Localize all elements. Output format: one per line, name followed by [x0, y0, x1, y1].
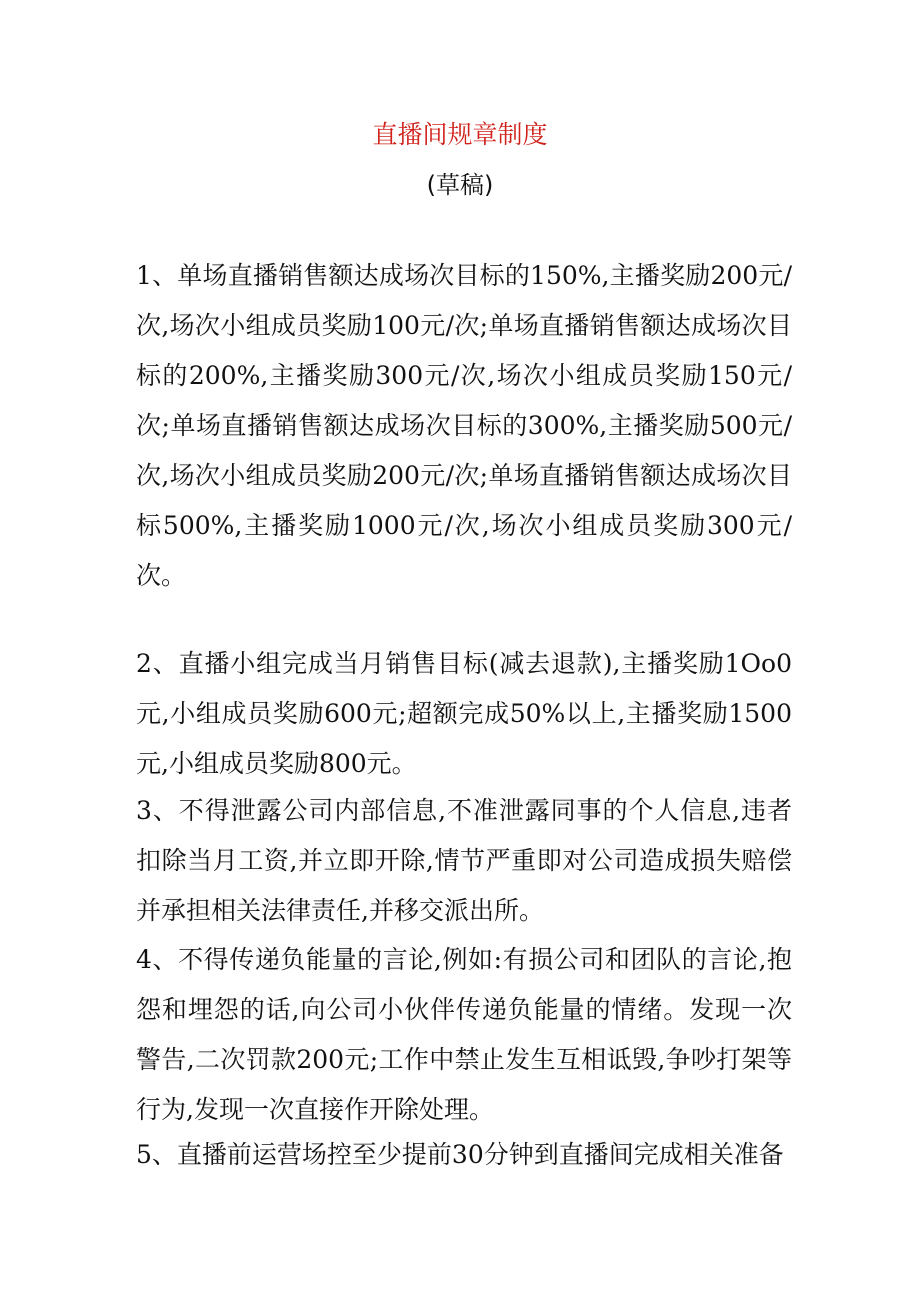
rule-paragraph-5: 5、直播前运营场控至少提前30分钟到直播间完成相关准备: [136, 1140, 784, 1169]
document-title: 直播间规章制度: [372, 120, 548, 149]
rule-paragraph-1: 1、单场直播销售额达成场次目标的150%,主播奖励200元/次,场次小组成员奖励100元/次;单场直播销售额达成场次目标的200%,主播奖励300元/次,场次小组成员奖励150元/次;单场直播销售额达成场次目标的300%,主播奖励500元/次,场次小组成员奖励200元/次;单场直播销售额达成场次目标500%,主播奖励1000元/次,场次小组成员奖励300元/次。: [136, 261, 792, 590]
rule-paragraph-2: 2、直播小组完成当月销售目标(减去退款),主播奖励1Oo0元,小组成员奖励600元;超额完成50%以上,主播奖励1500元,小组成员奖励800元。: [136, 649, 792, 778]
rule-paragraph-4: 4、不得传递负能量的言论,例如:有损公司和团队的言论,抱怨和埋怨的话,向公司小伙伴传递负能量的情绪。发现一次警告,二次罚款200元;工作中禁止发生互相诋毁,争吵打架等行为,发现一次直接作开除处理。: [136, 945, 792, 1124]
document-subtitle: (草稿): [426, 171, 494, 199]
rule-paragraph-3: 3、不得泄露公司内部信息,不准泄露同事的个人信息,违者扣除当月工资,并立即开除,情节严重即对公司造成损失赔偿并承担相关法律责任,并移交派出所。: [136, 796, 792, 925]
